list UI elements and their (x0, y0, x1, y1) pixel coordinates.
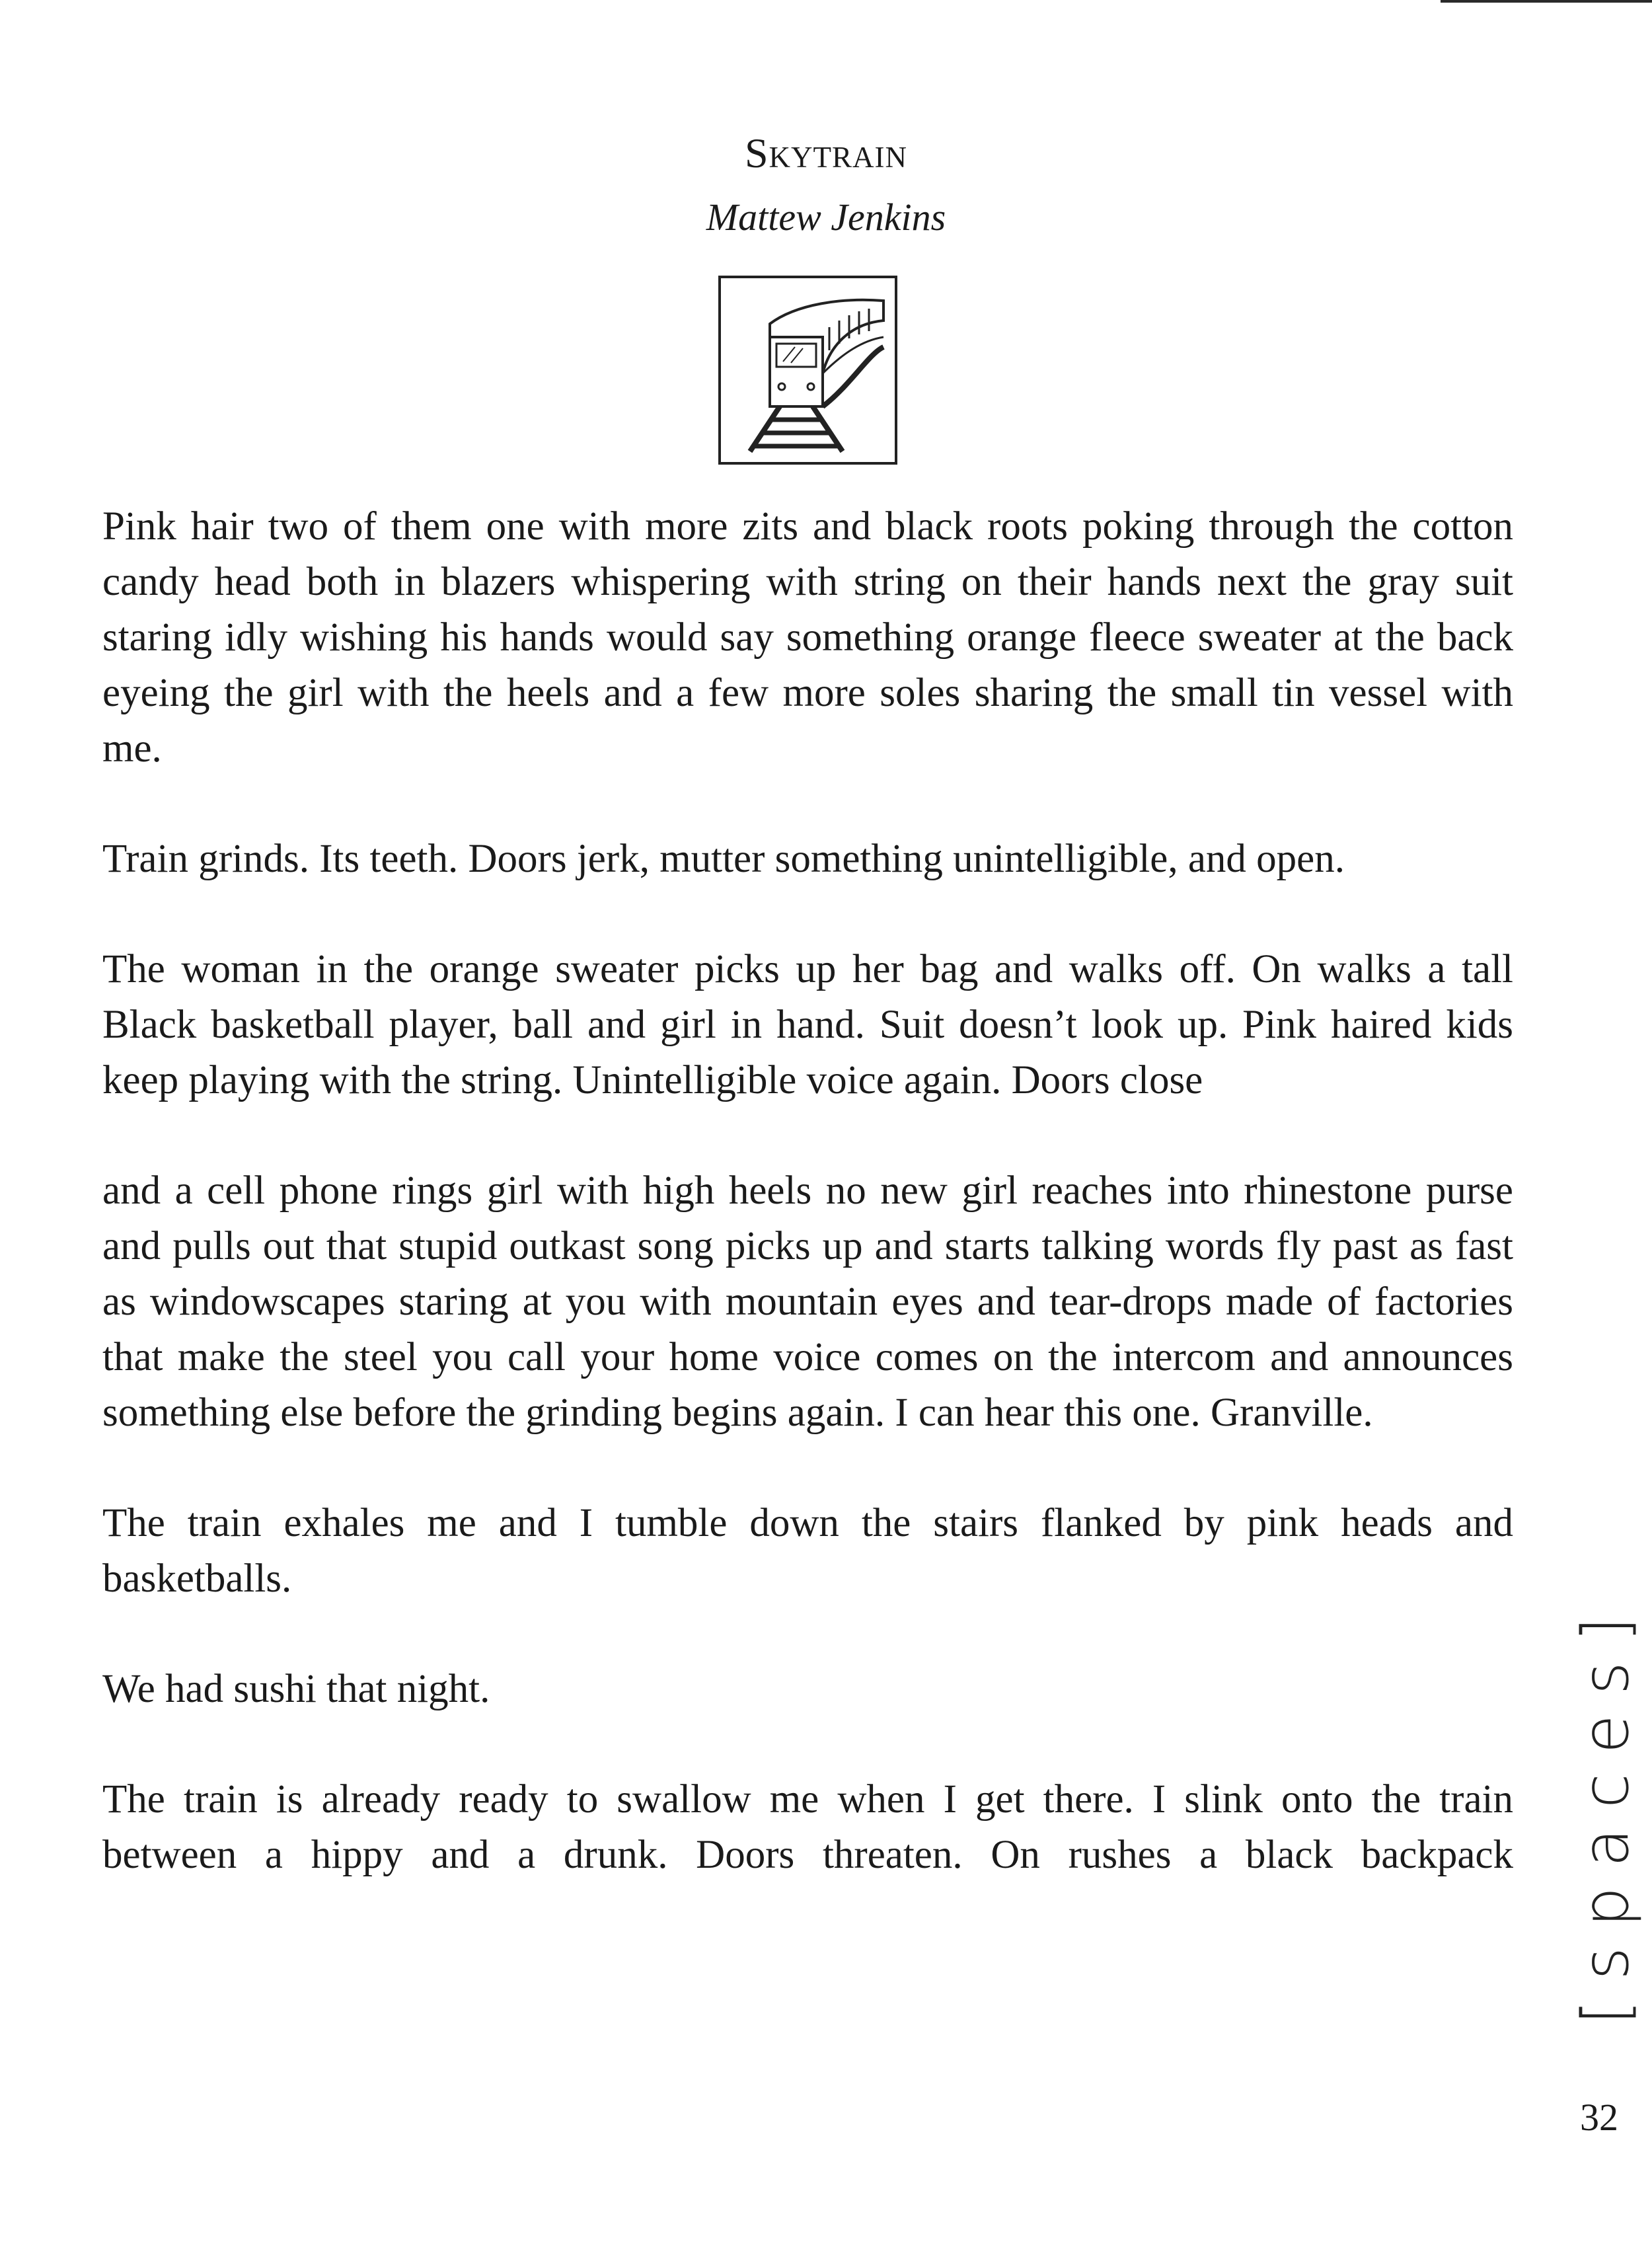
paragraph: Train grinds. Its teeth. Doors jerk, mutter something unintelligible, and open. (102, 837, 1345, 881)
paragraph: and a cell phone rings girl with high heels no new girl reaches into rhinestone purse and pulls out that stupid outkast song picks up and starts talking words fly past as fast as windowscapes staring at you with mountain eyes and tear-drops made of factories that make the steel you call your home voice comes on the intercom and announces something else before the grinding begins again. I can hear this one. Granville. (102, 1169, 1513, 1435)
paragraph: We had sushi that night. (102, 1667, 490, 1711)
section-label-text: [spaces] (1569, 1597, 1643, 2025)
paragraph: Pink hair two of them one with more zits and black roots poking through the cotton candy head both in blazers whispering with string on their hands next the gray suit staring idly wishing his hands would say something orange fleece sweater at the back eyeing the girl with the heels and a few more soles sharing the small tin vessel with me. (102, 504, 1513, 771)
skytrain-icon (717, 274, 899, 466)
page-number: 32 (1580, 2096, 1618, 2139)
paragraph: The train is already ready to swallow me when I get there. I slink onto the train between a hippy and a drunk. Doors threaten. On rushes a black backpack (102, 1777, 1513, 1877)
section-label (1569, 1527, 1643, 2095)
paragraph: The train exhales me and I tumble down the stairs flanked by pink heads and basketballs. (102, 1501, 1513, 1601)
poem-body (102, 499, 1513, 1883)
author-name: Mattew Jenkins (706, 196, 946, 239)
poem-title: Skytrain (744, 130, 908, 176)
paragraph: The woman in the orange sweater picks up her bag and walks off. On walks a tall Black basketball player, ball and girl in hand. Suit doesn’t look up. Pink haired kids keep playing with the string. Unintelligible voice again. Doors close (102, 947, 1513, 1102)
top-rule (1441, 0, 1652, 3)
